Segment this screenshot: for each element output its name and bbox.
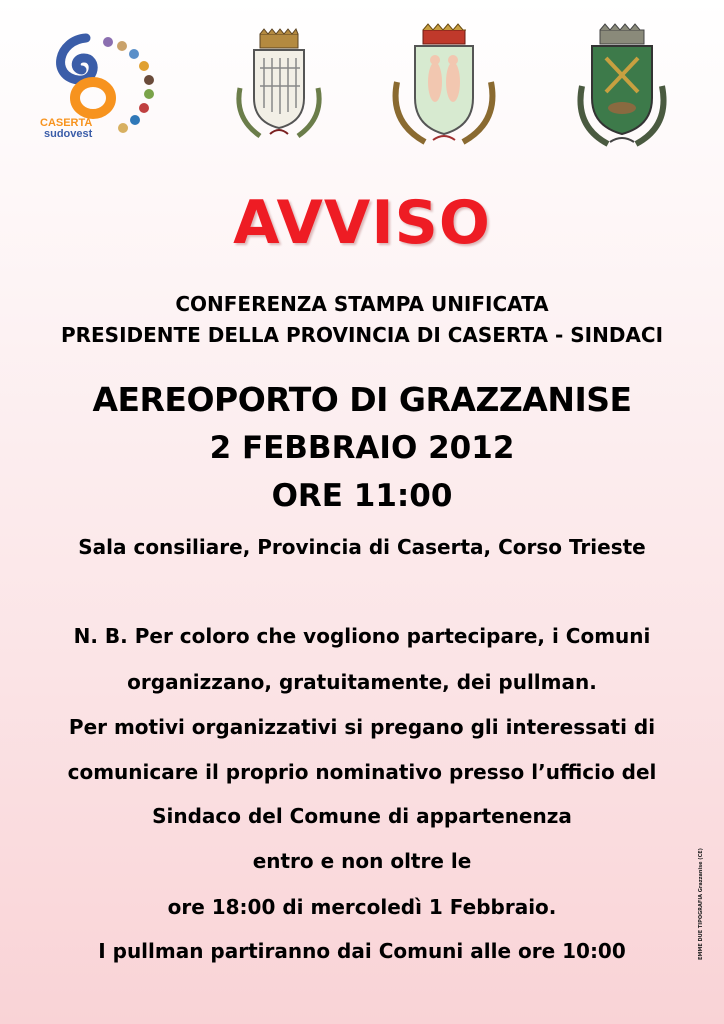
notice-line-7: ore 18:00 di mercoledì 1 Febbraio. [167, 895, 557, 919]
printer-credit: EMME DUE TIPOGRAFIA Grazzanise (CE) [698, 848, 704, 960]
notice-line-1 [0, 624, 724, 648]
notice-line-4: comunicare il proprio nominativo presso l’ufficio del [67, 760, 657, 784]
coat-of-arms-1 [230, 28, 328, 143]
caserta-sudovest-logo [38, 28, 168, 143]
event-time: ORE 11:00 [271, 478, 453, 514]
conference-line-1: CONFERENZA STAMPA UNIFICATA [175, 292, 549, 316]
notice-line-3: Per motivi organizzativi si pregano gli interessati di [68, 715, 656, 739]
notice-line-5: Sindaco del Comune di appartenenza [152, 804, 572, 828]
event-date: 2 FEBBRAIO 2012 [209, 430, 515, 466]
coat-of-arms-2 [385, 22, 503, 150]
event-place: AEREOPORTO DI GRAZZANISE [92, 380, 632, 419]
notice-title: AVVISO [233, 188, 491, 258]
notice-line-1-text: Per coloro che vogliono partecipare, i Comuni [134, 624, 651, 648]
notice-label: N. B. [73, 624, 128, 648]
logo-text-caserta: CASERTA [40, 117, 93, 129]
notice-line-6: entro e non oltre le [252, 849, 472, 873]
conference-line-2: PRESIDENTE DELLA PROVINCIA DI CASERTA - SINDACI [60, 323, 664, 347]
coat-of-arms-3 [574, 22, 670, 150]
event-venue: Sala consiliare, Provincia di Caserta, Corso Trieste [78, 535, 646, 559]
notice-line-8: I pullman partiranno dai Comuni alle ore 10:00 [98, 939, 626, 963]
notice-line-2: organizzano, gratuitamente, dei pullman. [127, 670, 597, 694]
logo-text-sudovest: sudovest [44, 128, 93, 140]
